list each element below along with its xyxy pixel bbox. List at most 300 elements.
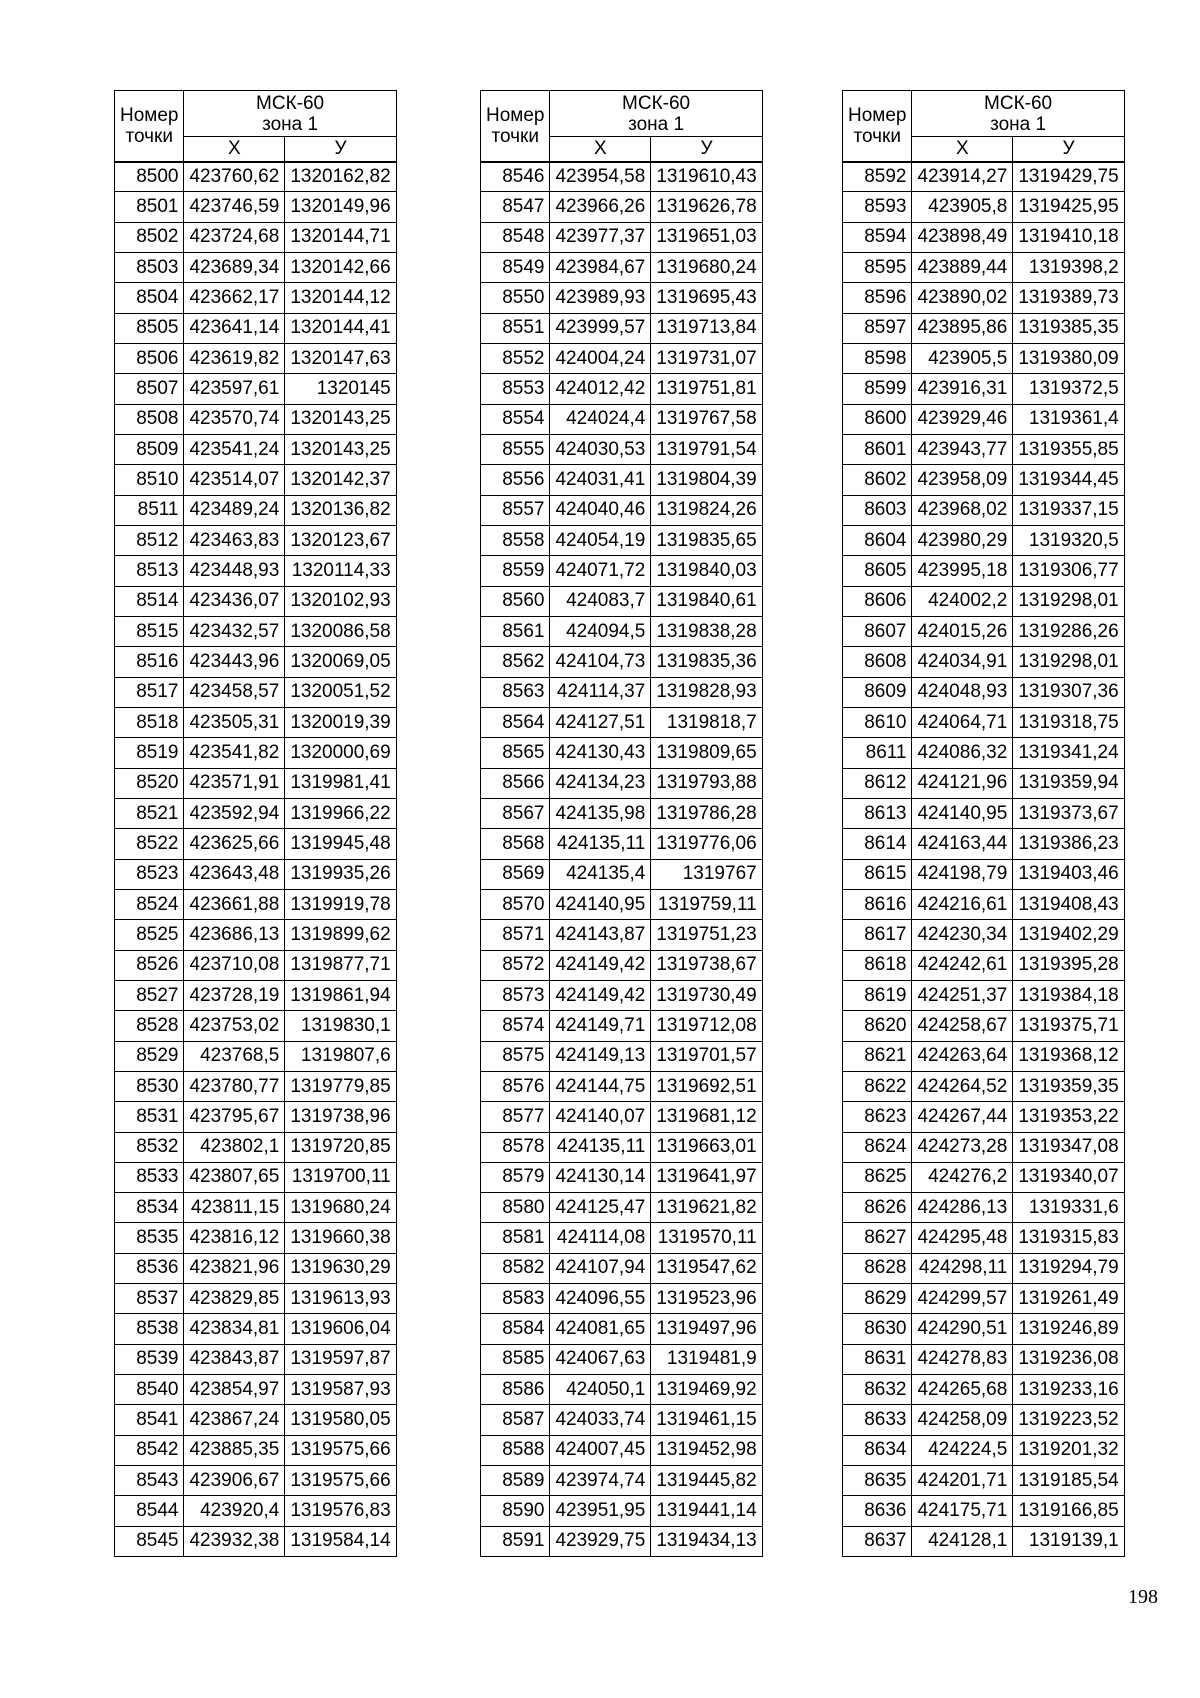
point-number-cell: 8610 bbox=[843, 707, 912, 737]
point-number-cell: 8572 bbox=[481, 950, 550, 980]
point-number-cell: 8504 bbox=[115, 283, 184, 313]
y-coordinate-cell: 1319469,92 bbox=[651, 1375, 762, 1405]
x-coordinate-cell: 423541,24 bbox=[184, 434, 285, 464]
point-number-cell: 8633 bbox=[843, 1405, 912, 1435]
point-number-cell: 8611 bbox=[843, 738, 912, 768]
point-number-cell: 8622 bbox=[843, 1071, 912, 1101]
table-row bbox=[843, 768, 1125, 798]
y-coordinate-cell: 1319861,94 bbox=[285, 980, 396, 1010]
point-number-cell: 8615 bbox=[843, 859, 912, 889]
y-coordinate-cell: 1320143,25 bbox=[285, 434, 396, 464]
table-row bbox=[481, 889, 763, 919]
table-row bbox=[481, 950, 763, 980]
point-number-cell: 8567 bbox=[481, 798, 550, 828]
x-coordinate-cell: 423968,02 bbox=[912, 495, 1013, 525]
point-number-cell: 8613 bbox=[843, 798, 912, 828]
point-number-cell: 8541 bbox=[115, 1405, 184, 1435]
x-coordinate-cell: 424024,4 bbox=[550, 404, 651, 434]
table-row bbox=[843, 920, 1125, 950]
table-row bbox=[481, 1162, 763, 1192]
table-row bbox=[481, 525, 763, 555]
table-row bbox=[115, 192, 397, 222]
point-number-cell: 8617 bbox=[843, 920, 912, 950]
point-number-cell: 8596 bbox=[843, 283, 912, 313]
table-row bbox=[115, 647, 397, 677]
x-coordinate-cell: 423432,57 bbox=[184, 616, 285, 646]
table-row bbox=[115, 586, 397, 616]
x-coordinate-cell: 423795,67 bbox=[184, 1102, 285, 1132]
point-number-cell: 8625 bbox=[843, 1162, 912, 1192]
y-header: У bbox=[285, 137, 396, 162]
table-row bbox=[481, 1526, 763, 1556]
x-coordinate-cell: 424299,57 bbox=[912, 1284, 1013, 1314]
point-number-cell: 8560 bbox=[481, 586, 550, 616]
table-row bbox=[843, 1344, 1125, 1374]
y-coordinate-cell: 1319720,85 bbox=[285, 1132, 396, 1162]
y-coordinate-cell: 1319751,81 bbox=[651, 374, 762, 404]
x-coordinate-cell: 424127,51 bbox=[550, 707, 651, 737]
x-coordinate-cell: 423571,91 bbox=[184, 768, 285, 798]
x-coordinate-cell: 423619,82 bbox=[184, 343, 285, 373]
table-row bbox=[481, 677, 763, 707]
coordinate-table-2 bbox=[480, 90, 763, 1557]
x-coordinate-cell: 424107,94 bbox=[550, 1253, 651, 1283]
x-coordinate-cell: 424130,14 bbox=[550, 1162, 651, 1192]
x-coordinate-cell: 423920,4 bbox=[184, 1496, 285, 1526]
x-coordinate-cell: 424273,28 bbox=[912, 1132, 1013, 1162]
point-number-cell: 8569 bbox=[481, 859, 550, 889]
table-row bbox=[115, 889, 397, 919]
table-row bbox=[115, 920, 397, 950]
table-row bbox=[115, 1344, 397, 1374]
table-row bbox=[115, 738, 397, 768]
point-number-cell: 8516 bbox=[115, 647, 184, 677]
table-row bbox=[115, 1132, 397, 1162]
y-coordinate-cell: 1319408,43 bbox=[1013, 889, 1124, 919]
table-row bbox=[481, 1405, 763, 1435]
y-coordinate-cell: 1320102,93 bbox=[285, 586, 396, 616]
y-coordinate-cell: 1320144,71 bbox=[285, 222, 396, 252]
point-number-cell: 8587 bbox=[481, 1405, 550, 1435]
x-coordinate-cell: 423768,5 bbox=[184, 1041, 285, 1071]
point-number-cell: 8521 bbox=[115, 798, 184, 828]
point-number-cell: 8634 bbox=[843, 1435, 912, 1465]
y-coordinate-cell: 1319445,82 bbox=[651, 1466, 762, 1496]
y-coordinate-cell: 1319877,71 bbox=[285, 950, 396, 980]
table-row bbox=[115, 1466, 397, 1496]
point-number-cell: 8500 bbox=[115, 162, 184, 192]
table-row bbox=[843, 222, 1125, 252]
y-coordinate-cell: 1319680,24 bbox=[651, 252, 762, 282]
table-row bbox=[115, 829, 397, 859]
point-number-cell: 8581 bbox=[481, 1223, 550, 1253]
x-coordinate-cell: 423689,34 bbox=[184, 252, 285, 282]
x-coordinate-cell: 424135,4 bbox=[550, 859, 651, 889]
table-row bbox=[843, 1375, 1125, 1405]
table-row bbox=[843, 1041, 1125, 1071]
point-number-cell: 8586 bbox=[481, 1375, 550, 1405]
y-coordinate-cell: 1319389,73 bbox=[1013, 283, 1124, 313]
y-coordinate-cell: 1319355,85 bbox=[1013, 434, 1124, 464]
y-coordinate-cell: 1319840,61 bbox=[651, 586, 762, 616]
point-number-cell: 8612 bbox=[843, 768, 912, 798]
point-number-cell: 8531 bbox=[115, 1102, 184, 1132]
y-coordinate-cell: 1319261,49 bbox=[1013, 1284, 1124, 1314]
y-coordinate-cell: 1319606,04 bbox=[285, 1314, 396, 1344]
y-coordinate-cell: 1319318,75 bbox=[1013, 707, 1124, 737]
y-coordinate-cell: 1319663,01 bbox=[651, 1132, 762, 1162]
table-row bbox=[843, 283, 1125, 313]
table-row bbox=[843, 980, 1125, 1010]
x-coordinate-cell: 424012,42 bbox=[550, 374, 651, 404]
y-coordinate-cell: 1319641,97 bbox=[651, 1162, 762, 1192]
x-coordinate-cell: 423932,38 bbox=[184, 1526, 285, 1556]
point-number-cell: 8542 bbox=[115, 1435, 184, 1465]
x-coordinate-cell: 423448,93 bbox=[184, 556, 285, 586]
y-coordinate-cell: 1320000,69 bbox=[285, 738, 396, 768]
table-row bbox=[843, 162, 1125, 192]
table-row bbox=[115, 556, 397, 586]
y-coordinate-cell: 1319315,83 bbox=[1013, 1223, 1124, 1253]
x-coordinate-cell: 423436,07 bbox=[184, 586, 285, 616]
x-coordinate-cell: 423984,67 bbox=[550, 252, 651, 282]
y-coordinate-cell: 1320019,39 bbox=[285, 707, 396, 737]
point-number-cell: 8618 bbox=[843, 950, 912, 980]
table-row bbox=[115, 677, 397, 707]
y-coordinate-cell: 1319587,93 bbox=[285, 1375, 396, 1405]
y-coordinate-cell: 1320136,82 bbox=[285, 495, 396, 525]
x-coordinate-cell: 423505,31 bbox=[184, 707, 285, 737]
x-coordinate-cell: 423463,83 bbox=[184, 525, 285, 555]
table-row bbox=[115, 980, 397, 1010]
y-coordinate-cell: 1319840,03 bbox=[651, 556, 762, 586]
table-row bbox=[115, 768, 397, 798]
y-coordinate-cell: 1319576,83 bbox=[285, 1496, 396, 1526]
y-coordinate-cell: 1319759,11 bbox=[651, 889, 762, 919]
point-number-cell: 8518 bbox=[115, 707, 184, 737]
y-coordinate-cell: 1319340,07 bbox=[1013, 1162, 1124, 1192]
x-coordinate-cell: 424135,11 bbox=[550, 1132, 651, 1162]
x-coordinate-cell: 424242,61 bbox=[912, 950, 1013, 980]
x-coordinate-cell: 424054,19 bbox=[550, 525, 651, 555]
y-coordinate-cell: 1319344,45 bbox=[1013, 465, 1124, 495]
table-row bbox=[843, 404, 1125, 434]
table-row bbox=[481, 222, 763, 252]
point-number-cell: 8511 bbox=[115, 495, 184, 525]
table-row bbox=[843, 434, 1125, 464]
point-number-cell: 8552 bbox=[481, 343, 550, 373]
x-coordinate-cell: 424071,72 bbox=[550, 556, 651, 586]
point-number-cell: 8598 bbox=[843, 343, 912, 373]
x-coordinate-cell: 423780,77 bbox=[184, 1071, 285, 1101]
table-row bbox=[843, 859, 1125, 889]
table-row bbox=[843, 374, 1125, 404]
x-coordinate-cell: 424149,13 bbox=[550, 1041, 651, 1071]
point-number-cell: 8559 bbox=[481, 556, 550, 586]
x-coordinate-cell: 423807,65 bbox=[184, 1162, 285, 1192]
x-coordinate-cell: 423643,48 bbox=[184, 859, 285, 889]
y-coordinate-cell: 1319681,12 bbox=[651, 1102, 762, 1132]
point-number-cell: 8594 bbox=[843, 222, 912, 252]
x-coordinate-cell: 424034,91 bbox=[912, 647, 1013, 677]
y-coordinate-cell: 1319497,96 bbox=[651, 1314, 762, 1344]
y-coordinate-cell: 1319353,22 bbox=[1013, 1102, 1124, 1132]
table-row bbox=[843, 343, 1125, 373]
point-number-cell: 8551 bbox=[481, 313, 550, 343]
x-coordinate-cell: 423802,1 bbox=[184, 1132, 285, 1162]
coordinate-system-header: МСК-60 зона 1 bbox=[912, 91, 1124, 137]
table-row bbox=[481, 192, 763, 222]
point-number-cell: 8628 bbox=[843, 1253, 912, 1283]
table-row bbox=[843, 1435, 1125, 1465]
y-coordinate-cell: 1319731,07 bbox=[651, 343, 762, 373]
y-coordinate-cell: 1320123,67 bbox=[285, 525, 396, 555]
y-coordinate-cell: 1319368,12 bbox=[1013, 1041, 1124, 1071]
table-row bbox=[115, 404, 397, 434]
y-coordinate-cell: 1319166,85 bbox=[1013, 1496, 1124, 1526]
y-coordinate-cell: 1319680,24 bbox=[285, 1193, 396, 1223]
y-coordinate-cell: 1319838,28 bbox=[651, 616, 762, 646]
y-coordinate-cell: 1319380,09 bbox=[1013, 343, 1124, 373]
point-number-cell: 8604 bbox=[843, 525, 912, 555]
x-coordinate-cell: 424104,73 bbox=[550, 647, 651, 677]
y-coordinate-cell: 1319372,5 bbox=[1013, 374, 1124, 404]
x-coordinate-cell: 423811,15 bbox=[184, 1193, 285, 1223]
table-row bbox=[481, 495, 763, 525]
table-row bbox=[843, 495, 1125, 525]
x-coordinate-cell: 424031,41 bbox=[550, 465, 651, 495]
table-row bbox=[481, 283, 763, 313]
point-number-cell: 8543 bbox=[115, 1466, 184, 1496]
x-coordinate-cell: 424130,43 bbox=[550, 738, 651, 768]
y-coordinate-cell: 1319359,35 bbox=[1013, 1071, 1124, 1101]
y-coordinate-cell: 1319298,01 bbox=[1013, 647, 1124, 677]
point-number-cell: 8606 bbox=[843, 586, 912, 616]
point-number-cell: 8568 bbox=[481, 829, 550, 859]
x-coordinate-cell: 423514,07 bbox=[184, 465, 285, 495]
point-number-cell: 8557 bbox=[481, 495, 550, 525]
x-coordinate-cell: 424134,23 bbox=[550, 768, 651, 798]
table-row bbox=[115, 1223, 397, 1253]
y-coordinate-cell: 1319441,14 bbox=[651, 1496, 762, 1526]
table-row bbox=[115, 1071, 397, 1101]
x-coordinate-cell: 424298,11 bbox=[912, 1253, 1013, 1283]
y-coordinate-cell: 1319481,9 bbox=[651, 1344, 762, 1374]
y-coordinate-cell: 1319945,48 bbox=[285, 829, 396, 859]
x-coordinate-cell: 423592,94 bbox=[184, 798, 285, 828]
point-number-cell: 8614 bbox=[843, 829, 912, 859]
x-coordinate-cell: 424048,93 bbox=[912, 677, 1013, 707]
x-coordinate-cell: 423746,59 bbox=[184, 192, 285, 222]
table-row bbox=[481, 1375, 763, 1405]
table-row bbox=[843, 1071, 1125, 1101]
table-row bbox=[115, 1435, 397, 1465]
table-row bbox=[481, 252, 763, 282]
x-coordinate-cell: 424121,96 bbox=[912, 768, 1013, 798]
y-coordinate-cell: 1319523,96 bbox=[651, 1284, 762, 1314]
x-coordinate-cell: 423951,95 bbox=[550, 1496, 651, 1526]
point-number-cell: 8573 bbox=[481, 980, 550, 1010]
point-number-cell: 8593 bbox=[843, 192, 912, 222]
table-row bbox=[481, 829, 763, 859]
y-coordinate-cell: 1319809,65 bbox=[651, 738, 762, 768]
y-coordinate-cell: 1320147,63 bbox=[285, 343, 396, 373]
y-coordinate-cell: 1319307,36 bbox=[1013, 677, 1124, 707]
x-coordinate-cell: 424224,5 bbox=[912, 1435, 1013, 1465]
point-number-cell: 8577 bbox=[481, 1102, 550, 1132]
x-coordinate-cell: 423816,12 bbox=[184, 1223, 285, 1253]
table-row bbox=[843, 798, 1125, 828]
y-coordinate-cell: 1319185,54 bbox=[1013, 1466, 1124, 1496]
table-row bbox=[481, 1284, 763, 1314]
y-coordinate-cell: 1319580,05 bbox=[285, 1405, 396, 1435]
table-row bbox=[481, 1041, 763, 1071]
y-coordinate-cell: 1320069,05 bbox=[285, 647, 396, 677]
point-number-cell: 8578 bbox=[481, 1132, 550, 1162]
y-coordinate-cell: 1319713,84 bbox=[651, 313, 762, 343]
table-row bbox=[843, 1526, 1125, 1556]
table-row bbox=[481, 1193, 763, 1223]
y-coordinate-cell: 1319786,28 bbox=[651, 798, 762, 828]
table-row bbox=[481, 404, 763, 434]
point-number-cell: 8525 bbox=[115, 920, 184, 950]
x-coordinate-cell: 424140,07 bbox=[550, 1102, 651, 1132]
point-number-cell: 8589 bbox=[481, 1466, 550, 1496]
x-coordinate-cell: 424264,52 bbox=[912, 1071, 1013, 1101]
x-coordinate-cell: 424081,65 bbox=[550, 1314, 651, 1344]
point-number-cell: 8501 bbox=[115, 192, 184, 222]
point-number-cell: 8602 bbox=[843, 465, 912, 495]
table-row bbox=[481, 1466, 763, 1496]
x-coordinate-cell: 424149,42 bbox=[550, 980, 651, 1010]
table-row bbox=[843, 1132, 1125, 1162]
point-number-cell: 8588 bbox=[481, 1435, 550, 1465]
y-coordinate-cell: 1319738,67 bbox=[651, 950, 762, 980]
x-coordinate-cell: 424030,53 bbox=[550, 434, 651, 464]
table-row bbox=[115, 434, 397, 464]
y-coordinate-cell: 1319700,11 bbox=[285, 1162, 396, 1192]
y-coordinate-cell: 1319935,26 bbox=[285, 859, 396, 889]
y-coordinate-cell: 1320086,58 bbox=[285, 616, 396, 646]
x-coordinate-cell: 424135,98 bbox=[550, 798, 651, 828]
y-coordinate-cell: 1319767,58 bbox=[651, 404, 762, 434]
x-coordinate-cell: 424216,61 bbox=[912, 889, 1013, 919]
x-coordinate-cell: 423954,58 bbox=[550, 162, 651, 192]
y-coordinate-cell: 1319621,82 bbox=[651, 1193, 762, 1223]
table-row bbox=[843, 1466, 1125, 1496]
x-coordinate-cell: 424230,34 bbox=[912, 920, 1013, 950]
x-coordinate-cell: 423890,02 bbox=[912, 283, 1013, 313]
table-row bbox=[481, 1314, 763, 1344]
x-coordinate-cell: 424064,71 bbox=[912, 707, 1013, 737]
y-coordinate-cell: 1319246,89 bbox=[1013, 1314, 1124, 1344]
x-coordinate-cell: 423867,24 bbox=[184, 1405, 285, 1435]
table-row bbox=[843, 1223, 1125, 1253]
point-number-cell: 8527 bbox=[115, 980, 184, 1010]
table-row bbox=[481, 374, 763, 404]
table-row bbox=[843, 616, 1125, 646]
x-coordinate-cell: 424251,37 bbox=[912, 980, 1013, 1010]
point-number-cell: 8599 bbox=[843, 374, 912, 404]
table-row bbox=[843, 1011, 1125, 1041]
point-number-cell: 8505 bbox=[115, 313, 184, 343]
y-coordinate-cell: 1320142,37 bbox=[285, 465, 396, 495]
table-row bbox=[481, 313, 763, 343]
x-coordinate-cell: 423989,93 bbox=[550, 283, 651, 313]
x-coordinate-cell: 423854,97 bbox=[184, 1375, 285, 1405]
x-coordinate-cell: 423829,85 bbox=[184, 1284, 285, 1314]
table-row bbox=[843, 1284, 1125, 1314]
x-coordinate-cell: 423641,14 bbox=[184, 313, 285, 343]
point-number-cell: 8513 bbox=[115, 556, 184, 586]
point-number-cell: 8637 bbox=[843, 1526, 912, 1556]
table-row bbox=[843, 465, 1125, 495]
y-coordinate-cell: 1319804,39 bbox=[651, 465, 762, 495]
x-coordinate-cell: 424125,47 bbox=[550, 1193, 651, 1223]
y-coordinate-cell: 1319341,24 bbox=[1013, 738, 1124, 768]
table-row bbox=[843, 707, 1125, 737]
point-number-header: Номер точки bbox=[481, 91, 550, 162]
x-coordinate-cell: 423728,19 bbox=[184, 980, 285, 1010]
point-number-cell: 8522 bbox=[115, 829, 184, 859]
table-row bbox=[115, 252, 397, 282]
point-number-cell: 8528 bbox=[115, 1011, 184, 1041]
point-number-cell: 8601 bbox=[843, 434, 912, 464]
y-coordinate-cell: 1319828,93 bbox=[651, 677, 762, 707]
table-row bbox=[481, 798, 763, 828]
y-coordinate-cell: 1319434,13 bbox=[651, 1526, 762, 1556]
point-number-cell: 8550 bbox=[481, 283, 550, 313]
point-number-cell: 8548 bbox=[481, 222, 550, 252]
point-number-cell: 8608 bbox=[843, 647, 912, 677]
table-row bbox=[843, 556, 1125, 586]
y-coordinate-cell: 1319730,49 bbox=[651, 980, 762, 1010]
x-coordinate-cell: 423974,74 bbox=[550, 1466, 651, 1496]
y-coordinate-cell: 1319361,4 bbox=[1013, 404, 1124, 434]
y-coordinate-cell: 1319306,77 bbox=[1013, 556, 1124, 586]
x-coordinate-cell: 424201,71 bbox=[912, 1466, 1013, 1496]
x-coordinate-cell: 423980,29 bbox=[912, 525, 1013, 555]
point-number-cell: 8502 bbox=[115, 222, 184, 252]
x-coordinate-cell: 423898,49 bbox=[912, 222, 1013, 252]
point-number-cell: 8546 bbox=[481, 162, 550, 192]
y-coordinate-cell: 1319461,15 bbox=[651, 1405, 762, 1435]
point-number-cell: 8520 bbox=[115, 768, 184, 798]
point-number-cell: 8562 bbox=[481, 647, 550, 677]
table-row bbox=[843, 586, 1125, 616]
point-number-cell: 8537 bbox=[115, 1284, 184, 1314]
point-number-header: Номер точки bbox=[115, 91, 184, 162]
y-coordinate-cell: 1319286,26 bbox=[1013, 616, 1124, 646]
y-coordinate-cell: 1319386,23 bbox=[1013, 829, 1124, 859]
x-coordinate-cell: 424015,26 bbox=[912, 616, 1013, 646]
point-number-cell: 8570 bbox=[481, 889, 550, 919]
x-coordinate-cell: 424143,87 bbox=[550, 920, 651, 950]
table-row bbox=[843, 950, 1125, 980]
table-row bbox=[481, 162, 763, 192]
y-coordinate-cell: 1320144,12 bbox=[285, 283, 396, 313]
y-coordinate-cell: 1319375,71 bbox=[1013, 1011, 1124, 1041]
x-coordinate-cell: 423929,75 bbox=[550, 1526, 651, 1556]
y-coordinate-cell: 1319425,95 bbox=[1013, 192, 1124, 222]
x-coordinate-cell: 423760,62 bbox=[184, 162, 285, 192]
y-coordinate-cell: 1319373,67 bbox=[1013, 798, 1124, 828]
point-number-cell: 8515 bbox=[115, 616, 184, 646]
x-coordinate-cell: 424198,79 bbox=[912, 859, 1013, 889]
y-coordinate-cell: 1319626,78 bbox=[651, 192, 762, 222]
y-coordinate-cell: 1319818,7 bbox=[651, 707, 762, 737]
y-coordinate-cell: 1319570,11 bbox=[651, 1223, 762, 1253]
